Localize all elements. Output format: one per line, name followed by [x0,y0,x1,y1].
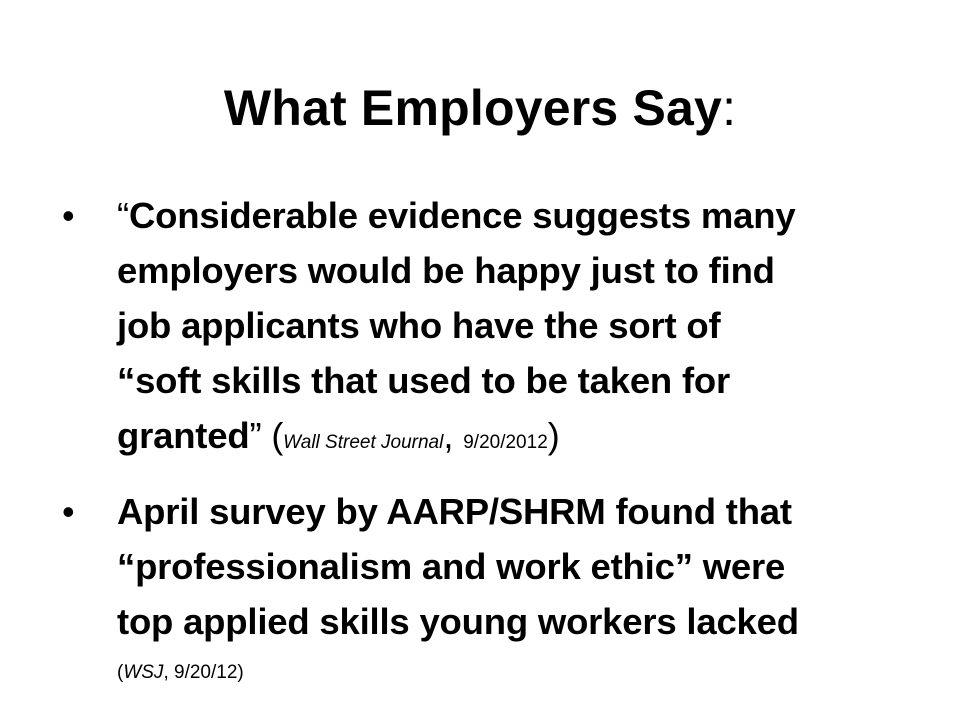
bullet-marker: • [62,195,75,236]
citation-separator: , [163,662,174,683]
citation-date: 9/20/2012 [463,432,548,453]
citation-source: Wall Street Journal [283,432,444,453]
inner-quote: “ [117,360,136,401]
bullet1-line1-text: Considerable evidence suggests many [128,195,796,236]
bullet1-line4 [117,353,932,408]
citation-paren-open: ( [117,662,124,683]
slide-title [0,78,960,138]
bullet2-line1: April survey by AARP/SHRM found that [117,491,792,532]
citation-paren-open: ( [271,415,284,456]
bullet2-line2-rest: were [692,546,786,587]
bullet1-line1 [117,188,932,243]
bullet-list [62,188,932,704]
citation-paren-close: ) [237,662,244,683]
bullet2-citation [117,649,932,690]
close-quote: ” [249,415,262,456]
title-colon: : [722,80,737,136]
close-quote: ” [674,546,693,587]
title-text: What Employers Say [223,80,723,136]
open-quote: “ [117,546,136,587]
citation-separator: , [443,415,464,456]
bullet2-line2-quoted: professionalism and work ethic [135,546,675,587]
citation-date: 9/20/12 [174,662,238,683]
bullet1-line5-text: granted [117,415,250,456]
bullet1-line2: employers would be happy just to find [117,250,775,291]
bullet-marker: • [62,491,75,532]
bullet2-line3: top applied skills young workers lacked [117,601,799,642]
citation-source: WSJ [123,662,164,683]
bullet2-line2 [117,539,932,594]
bullet-item-quote [62,188,932,470]
open-quote: “ [117,195,129,236]
bullet-item-survey [62,484,932,690]
bullet1-line3: job applicants who have the sort of [117,305,721,346]
bullet1-line4-text: soft skills that used to be taken for [135,360,731,401]
bullet1-line5 [117,408,932,470]
citation-paren-close: ) [547,415,560,456]
